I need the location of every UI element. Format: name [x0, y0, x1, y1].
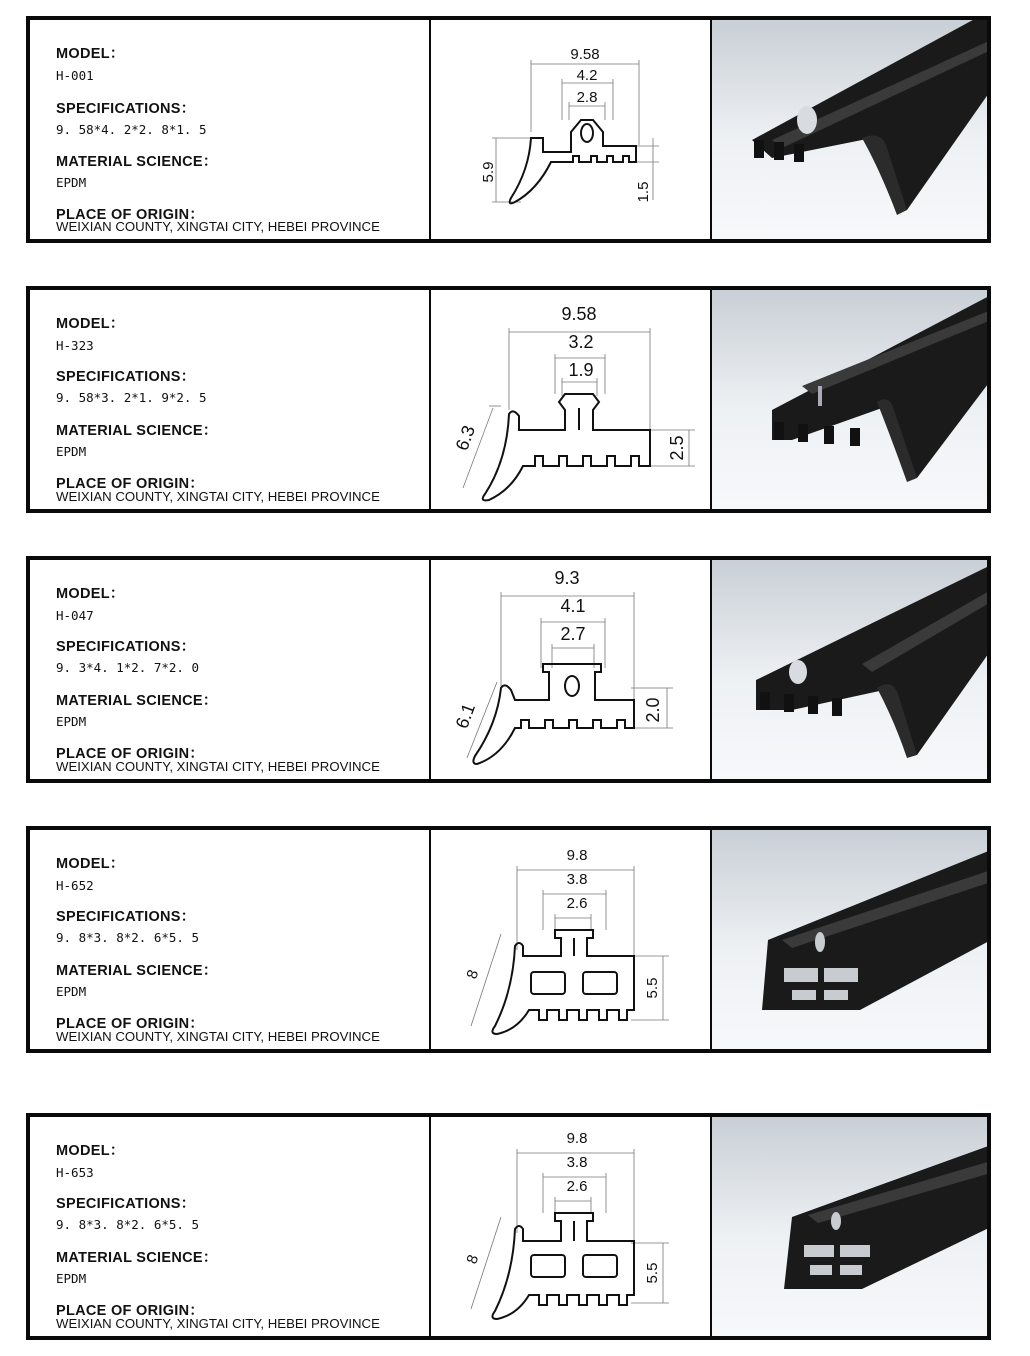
- spec-panel: [30, 20, 431, 239]
- spec-label: SPECIFICATIONS：: [56, 369, 196, 385]
- product-photo: [712, 20, 987, 239]
- dim-mid: 4.2: [576, 67, 598, 84]
- material-value: EPDM: [56, 175, 87, 190]
- material-label: MATERIAL SCIENCE：: [56, 154, 218, 170]
- model-value: H-323: [56, 338, 94, 353]
- dim-inner: 2.6: [566, 895, 588, 912]
- dim-width: 9.58: [561, 304, 597, 324]
- dim-inner: 2.8: [576, 89, 598, 106]
- product-card-h652: [26, 826, 991, 1053]
- profile-drawing: [431, 290, 712, 509]
- material-value: EPDM: [56, 984, 87, 999]
- spec-value: 9. 8*3. 8*2. 6*5. 5: [56, 930, 199, 945]
- spec-panel: [30, 560, 431, 779]
- dim-height: 8: [463, 1252, 483, 1267]
- product-card-h653: [26, 1113, 991, 1340]
- material-label: MATERIAL SCIENCE：: [56, 963, 218, 979]
- spec-value: 9. 58*3. 2*1. 9*2. 5: [56, 390, 207, 405]
- origin-label: PLACE OF ORIGIN：: [56, 207, 205, 223]
- spec-label: SPECIFICATIONS：: [56, 909, 196, 925]
- spec-panel: [30, 830, 431, 1049]
- profile-outline: [473, 664, 634, 764]
- spec-label: SPECIFICATIONS：: [56, 1196, 196, 1212]
- model-value: H-653: [56, 1165, 94, 1180]
- model-label: MODEL：: [56, 316, 125, 332]
- dim-foot: 5.5: [644, 977, 661, 999]
- spec-value: 9. 8*3. 8*2. 6*5. 5: [56, 1217, 199, 1232]
- product-photo: [712, 290, 987, 509]
- profile-outline: [510, 120, 636, 203]
- profile-drawing: [431, 20, 712, 239]
- profile-outline: [492, 930, 634, 1034]
- profile-drawing: [431, 830, 712, 1049]
- material-label: MATERIAL SCIENCE：: [56, 1250, 218, 1266]
- model-label: MODEL：: [56, 1143, 125, 1159]
- origin-label: PLACE OF ORIGIN：: [56, 476, 205, 492]
- material-label: MATERIAL SCIENCE：: [56, 423, 218, 439]
- dim-mid: 3.2: [568, 332, 594, 352]
- dim-width: 9.3: [554, 568, 580, 588]
- dim-mid: 3.8: [566, 1154, 588, 1171]
- origin-value: WEIXIAN COUNTY, XINGTAI CITY, HEBEI PROVINCE: [56, 1029, 380, 1044]
- spec-panel: [30, 290, 431, 509]
- model-value: H-001: [56, 68, 94, 83]
- product-photo: [712, 1117, 987, 1336]
- model-label: MODEL：: [56, 46, 125, 62]
- dim-height: 6.3: [451, 422, 480, 454]
- dim-height: 6.1: [451, 700, 480, 732]
- origin-value: WEIXIAN COUNTY, XINGTAI CITY, HEBEI PROVINCE: [56, 489, 380, 504]
- profile-drawing: [431, 1117, 712, 1336]
- material-value: EPDM: [56, 714, 87, 729]
- product-photo: [712, 830, 987, 1049]
- dim-foot: 1.5: [635, 181, 652, 203]
- origin-value: WEIXIAN COUNTY, XINGTAI CITY, HEBEI PROVINCE: [56, 219, 380, 234]
- model-label: MODEL：: [56, 856, 125, 872]
- origin-label: PLACE OF ORIGIN：: [56, 1016, 205, 1032]
- product-photo: [712, 560, 987, 779]
- material-label: MATERIAL SCIENCE：: [56, 693, 218, 709]
- origin-value: WEIXIAN COUNTY, XINGTAI CITY, HEBEI PROVINCE: [56, 1316, 380, 1331]
- spec-panel: [30, 1117, 431, 1336]
- dim-width: 9.8: [566, 847, 588, 864]
- origin-label: PLACE OF ORIGIN：: [56, 1303, 205, 1319]
- model-value: H-047: [56, 608, 94, 623]
- dim-inner: 1.9: [568, 360, 594, 380]
- material-value: EPDM: [56, 444, 87, 459]
- product-card-h323: [26, 286, 991, 513]
- dim-width: 9.58: [570, 46, 600, 63]
- dim-mid: 4.1: [560, 596, 586, 616]
- dim-width: 9.8: [566, 1130, 588, 1147]
- product-card-h001: [26, 16, 991, 243]
- profile-outline: [492, 1213, 634, 1319]
- dim-foot: 2.0: [643, 697, 663, 723]
- origin-value: WEIXIAN COUNTY, XINGTAI CITY, HEBEI PROVINCE: [56, 759, 380, 774]
- model-value: H-652: [56, 878, 94, 893]
- material-value: EPDM: [56, 1271, 87, 1286]
- origin-label: PLACE OF ORIGIN：: [56, 746, 205, 762]
- dim-height: 5.9: [480, 161, 497, 183]
- profile-drawing: [431, 560, 712, 779]
- profile-outline: [483, 394, 650, 500]
- dim-foot: 2.5: [667, 435, 687, 461]
- dim-mid: 3.8: [566, 871, 588, 888]
- spec-value: 9. 3*4. 1*2. 7*2. 0: [56, 660, 199, 675]
- dim-inner: 2.7: [560, 624, 586, 644]
- dim-height: 8: [463, 967, 483, 982]
- product-card-h047: [26, 556, 991, 783]
- spec-label: SPECIFICATIONS：: [56, 101, 196, 117]
- dim-inner: 2.6: [566, 1178, 588, 1195]
- dim-foot: 5.5: [644, 1262, 661, 1284]
- model-label: MODEL：: [56, 586, 125, 602]
- spec-label: SPECIFICATIONS：: [56, 639, 196, 655]
- spec-value: 9. 58*4. 2*2. 8*1. 5: [56, 122, 207, 137]
